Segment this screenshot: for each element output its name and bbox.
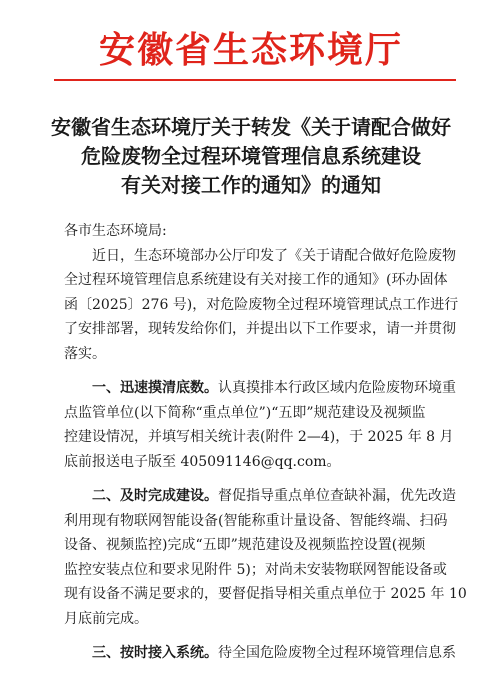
- item3-first-line: [64, 641, 456, 666]
- item1-line: 点监管单位(以下简称“重点单位”)“五即”规范建设及视频监: [64, 404, 426, 421]
- item2-text: 督促指导重点单位查缺补漏，优先改造: [218, 488, 456, 504]
- intro-line: 落实。: [64, 345, 106, 362]
- item2-line: 监控安装点位和要求见附件 5)；对尚未安装物联网智能设备或: [64, 561, 447, 578]
- item1-heading: 一、迅速摸清底数。: [92, 380, 218, 396]
- intro-line: 全过程环境管理信息系统建设有关对接工作的通知》(环办固体: [64, 272, 448, 288]
- item2-line: 利用现有物联网智能设备(智能称重计量设备、智能终端、扫码: [64, 512, 448, 529]
- document-body: [64, 219, 467, 666]
- header-divider: [54, 79, 456, 81]
- intro-line: 了安排部署，现转发给你们，并提出以下工作要求，请一并贯彻: [64, 321, 456, 337]
- salutation: 各市生态环境局:: [64, 223, 167, 239]
- item1-text: 认真摸排本行政区域内危险废物环境重: [218, 380, 456, 396]
- item1-line: 控建设情况，并填写相关统计表(附件 2—4)，于 2025 年 8 月: [64, 429, 454, 445]
- item2-heading: 二、及时完成建设。: [92, 488, 218, 504]
- item2-line: 现有设备不满足要求的，要督促指导相关重点单位于 2025 年 10: [64, 586, 467, 602]
- item3-heading: 三、按时接入系统。: [92, 645, 218, 661]
- title-line: 有关对接工作的通知》的通知: [121, 173, 381, 197]
- item2-line: 月底前完成。: [64, 610, 148, 627]
- item2-first-line: [64, 484, 456, 509]
- intro-line: 近日，生态环境部办公厅印发了《关于请配合做好危险废物: [92, 247, 456, 264]
- item2-line: 设备、视频监控)完成“五即”规范建设及视频监控设置(视频: [64, 537, 426, 553]
- title-line: 安徽省生态环境厅关于转发《关于请配合做好: [51, 115, 451, 139]
- issuer-header: 安徽省生态环境厅: [98, 29, 403, 71]
- item1-first-line: [64, 376, 456, 401]
- item1-line: 底前报送电子版至 405091146@qq.com。: [64, 453, 341, 470]
- title-line: 危险废物全过程环境管理信息系统建设: [81, 144, 421, 168]
- item3-text: 待全国危险废物全过程环境管理信息系: [218, 645, 456, 661]
- document-title: [30, 113, 472, 200]
- intro-line: 函〔2025〕276 号)，对危险废物全过程环境管理试点工作进行: [64, 296, 459, 313]
